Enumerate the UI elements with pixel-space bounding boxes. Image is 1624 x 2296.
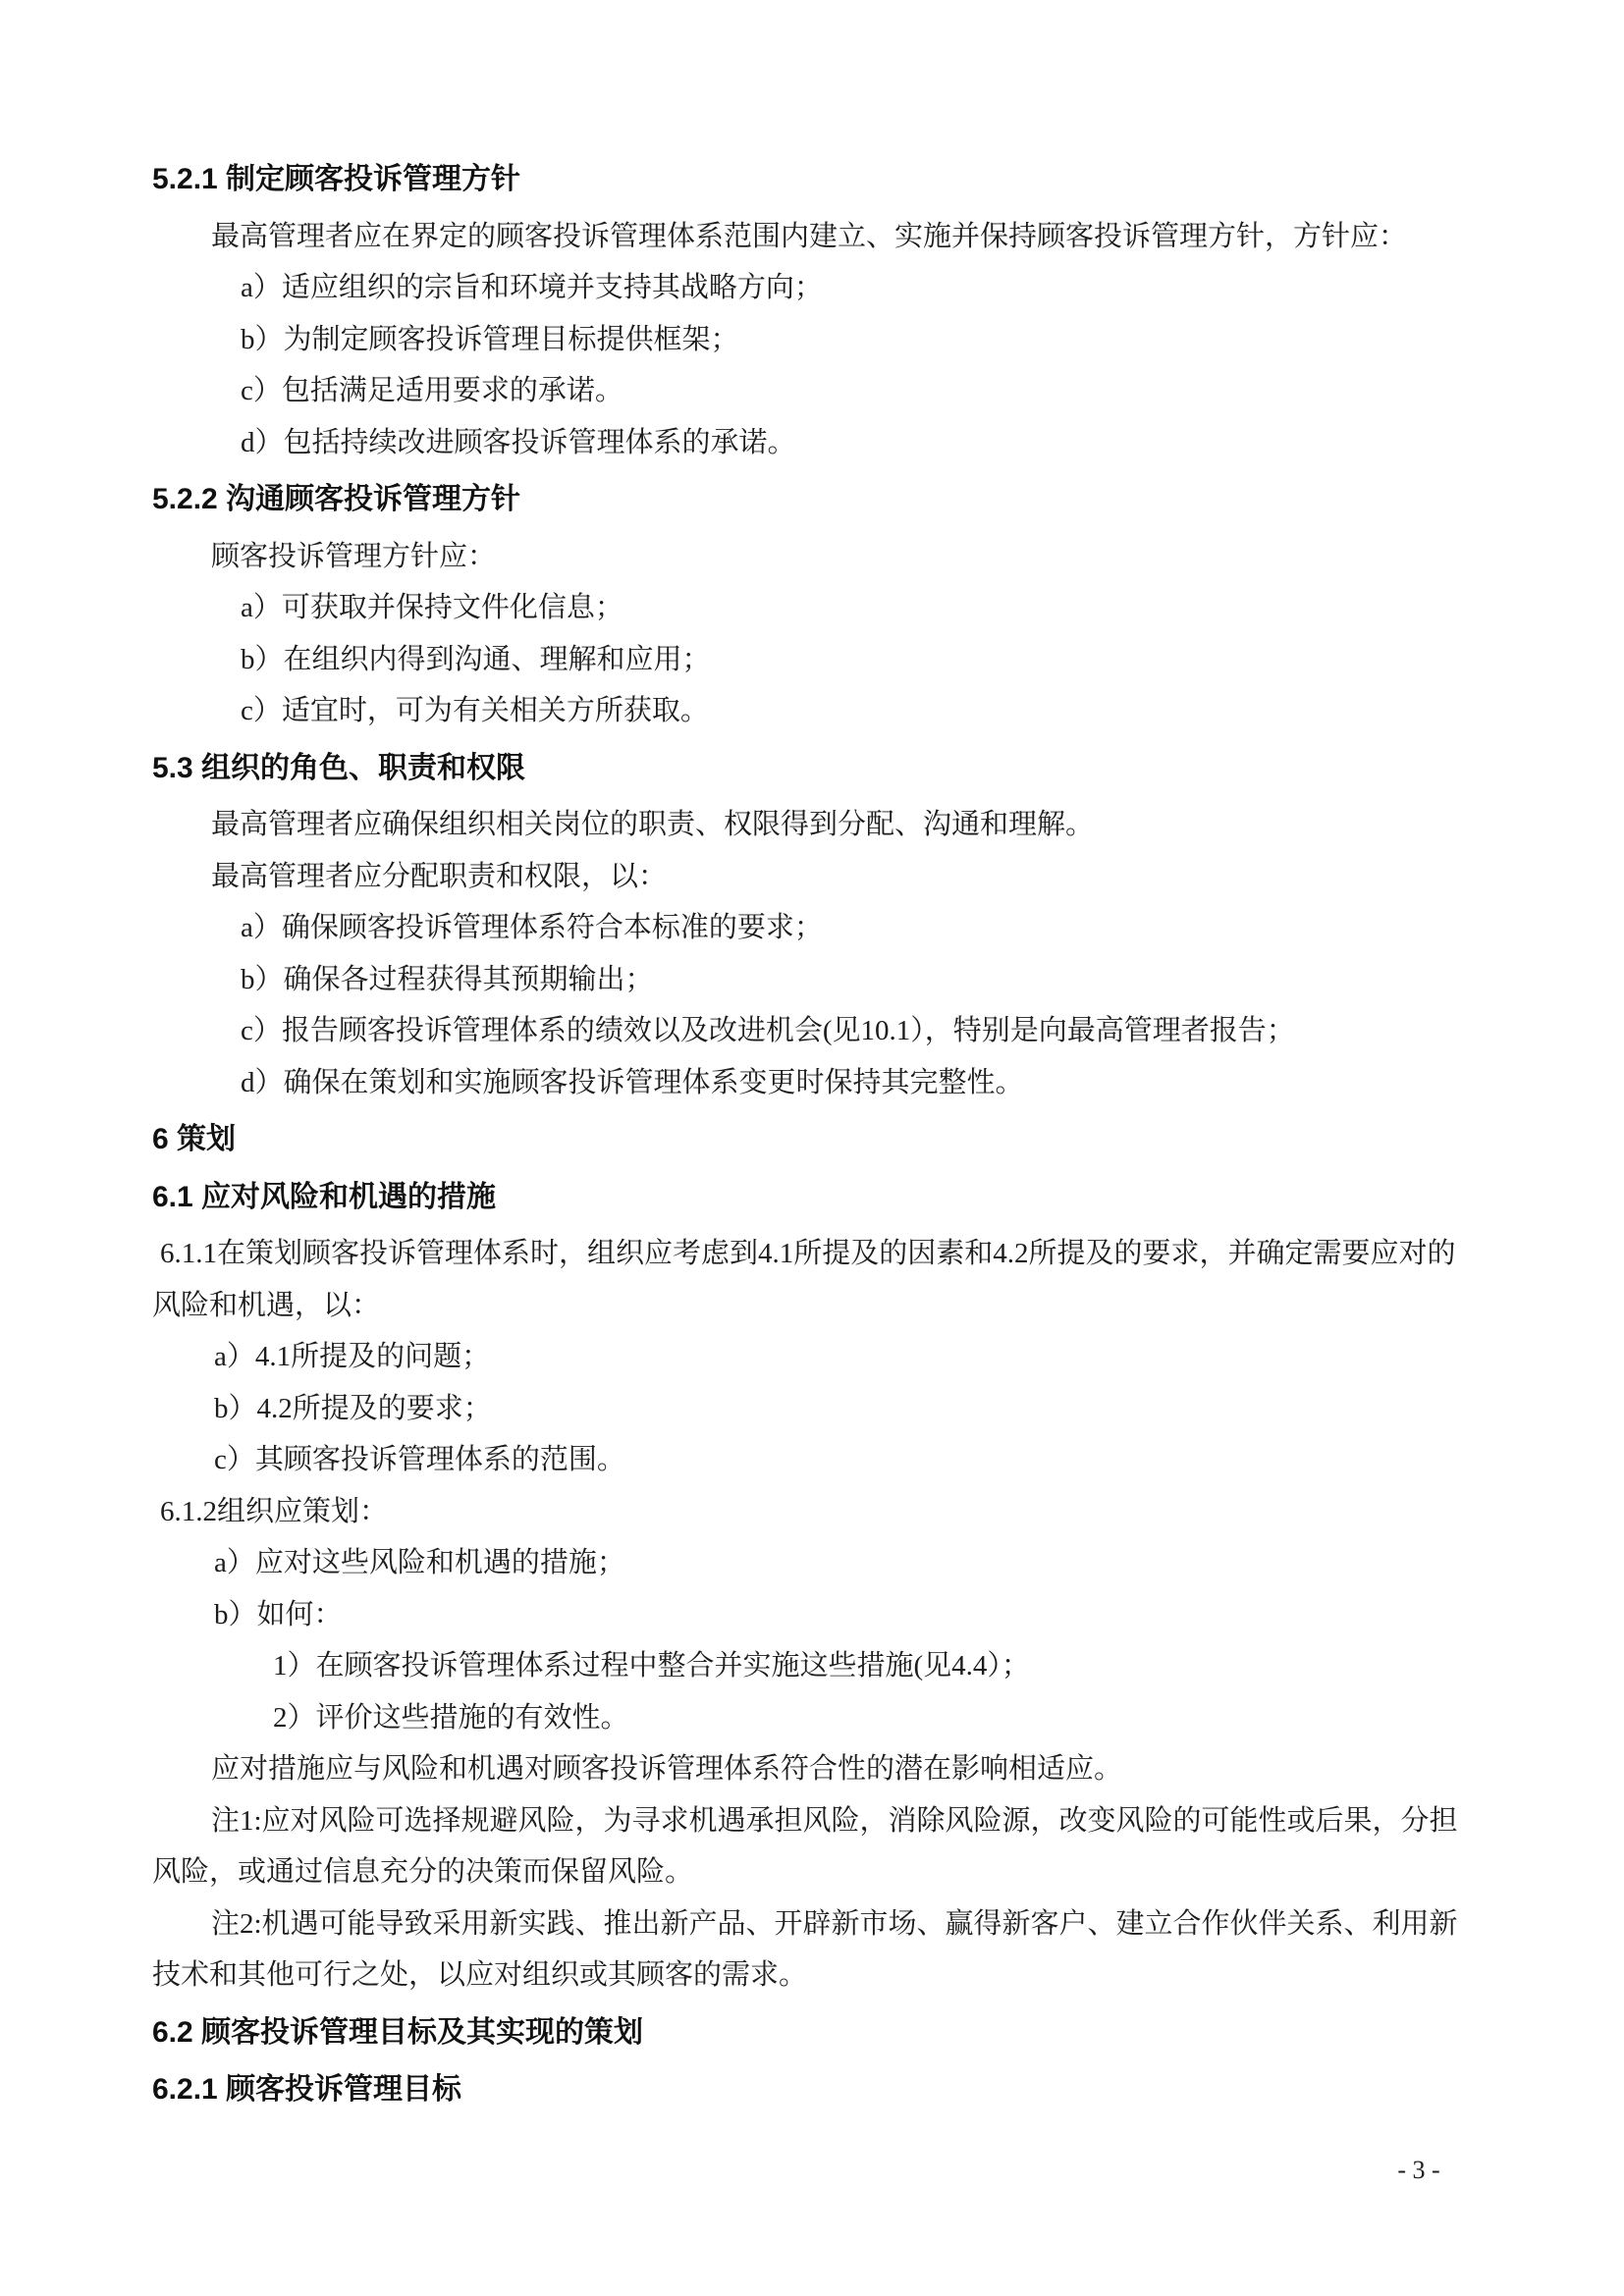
text-line: 风险和机遇，以： [152, 1289, 381, 1321]
text-line: 1）在顾客投诉管理体系过程中整合并实施这些措施(见4.4）； [273, 1650, 1030, 1682]
text-line: 最高管理者应确保组织相关岗位的职责、权限得到分配、沟通和理解。 [211, 809, 1095, 840]
text-line: 应对措施应与风险和机遇对顾客投诉管理体系符合性的潜在影响相适应。 [211, 1753, 1123, 1785]
text-line: b）为制定顾客投诉管理目标提供框架； [241, 323, 739, 355]
text-line: c）包括满足适用要求的承诺。 [241, 375, 623, 406]
text-line: b）如何： [214, 1598, 343, 1630]
text-line: c）其顾客投诉管理体系的范围。 [214, 1444, 625, 1475]
text-line: c）报告顾客投诉管理体系的绩效以及改进机会(见10.1），特别是向最高管理者报告； [241, 1015, 1295, 1046]
text-line: a）4.1所提及的问题； [214, 1341, 491, 1372]
text-line: d）包括持续改进顾客投诉管理体系的承诺。 [241, 426, 796, 458]
text-line: 注1:应对风险可选择规避风险，为寻求机遇承担风险，消除风险源，改变风险的可能性或后果，分担 [211, 1804, 1458, 1837]
text-line: b）4.2所提及的要求； [214, 1392, 492, 1424]
text-line: a）确保顾客投诉管理体系符合本标准的要求； [241, 912, 823, 943]
text-line: 最高管理者应分配职责和权限，以： [211, 860, 668, 892]
page-number: - 3 - [1397, 2156, 1440, 2184]
text-line: b）确保各过程获得其预期输出； [241, 963, 654, 995]
text-line: 6.1.1在策划顾客投诉管理体系时，组织应考虑到4.1所提及的因素和4.2所提及的要求，并确定需要应对的 [160, 1238, 1456, 1269]
section-heading: 5.2.1 制定顾客投诉管理方针 [152, 163, 521, 195]
section-heading: 5.3 组织的角色、职责和权限 [152, 751, 526, 784]
text-line: 2）评价这些措施的有效性。 [273, 1701, 629, 1734]
text-line: 6.1.2组织应策划： [160, 1495, 389, 1527]
text-line: 技术和其他可行之处，以应对组织或其顾客的需求。 [152, 1959, 808, 1991]
text-line: 顾客投诉管理方针应： [211, 540, 497, 572]
text-line: 最高管理者应在界定的顾客投诉管理体系范围内建立、实施并保持顾客投诉管理方针，方针应： [211, 220, 1408, 252]
section-heading: 6 策划 [152, 1123, 237, 1155]
section-heading: 5.2.2 沟通顾客投诉管理方针 [152, 483, 521, 515]
text-line: 风险，或通过信息充分的决策而保留风险。 [152, 1856, 694, 1888]
section-heading: 6.2.1 顾客投诉管理目标 [152, 2073, 462, 2106]
text-line: a）可获取并保持文件化信息； [241, 592, 623, 623]
text-line: 注2:机遇可能导致采用新实践、推出新产品、开辟新市场、赢得新客户、建立合作伙伴关系、利用新 [211, 1907, 1458, 1940]
section-heading: 6.2 顾客投诉管理目标及其实现的策划 [152, 2015, 644, 2049]
document-body [0, 154, 1624, 2121]
text-line: a）适应组织的宗旨和环境并支持其战略方向； [241, 272, 823, 303]
section-heading: 6.1 应对风险和机遇的措施 [152, 1180, 497, 1213]
text-line: d）确保在策划和实施顾客投诉管理体系变更时保持其完整性。 [241, 1066, 1024, 1098]
text-line: a）应对这些风险和机遇的措施； [214, 1547, 625, 1578]
text-line: b）在组织内得到沟通、理解和应用； [241, 643, 711, 675]
text-line: c）适宜时，可为有关相关方所获取。 [241, 695, 709, 726]
